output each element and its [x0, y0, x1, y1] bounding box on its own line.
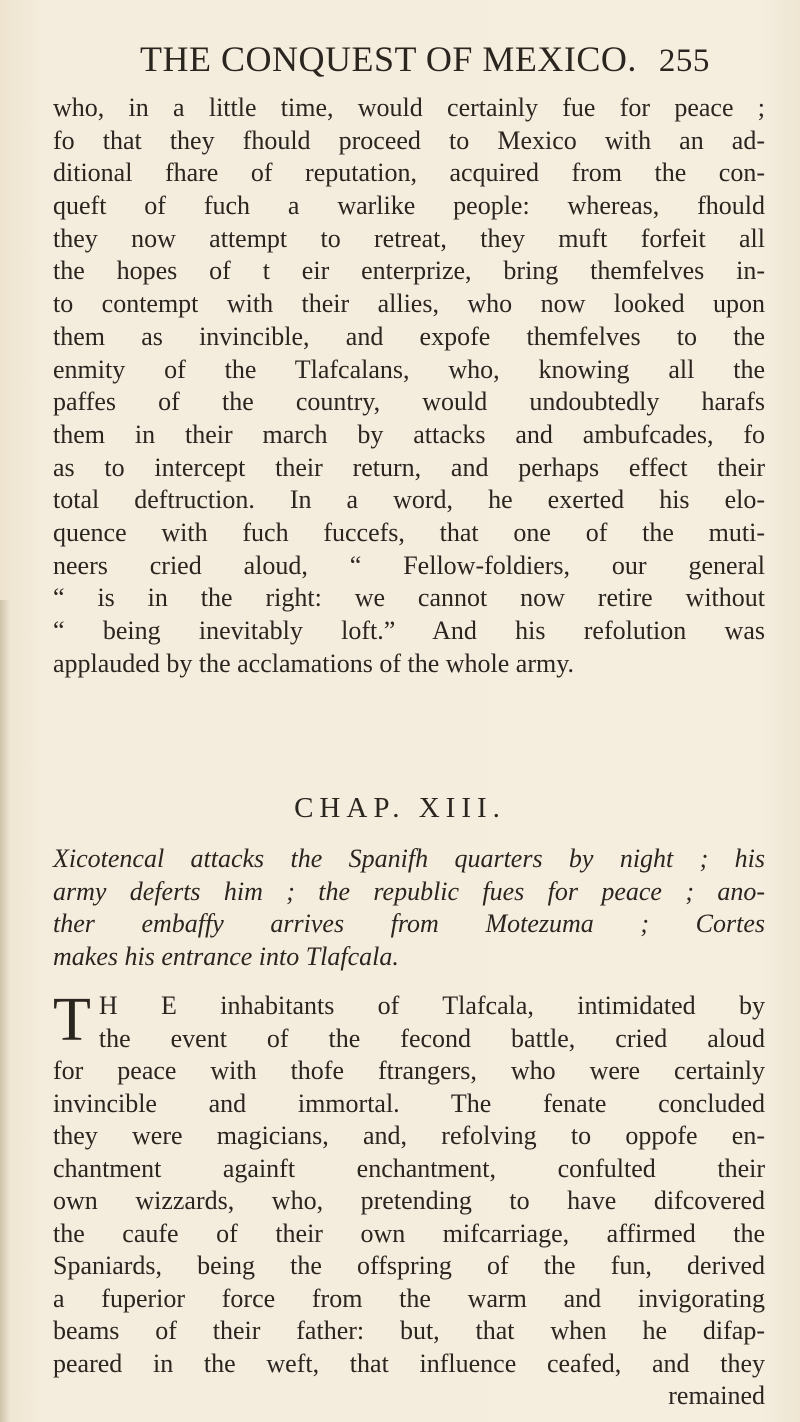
- text-line: ditional fhare of reputation, acquired from the con-: [53, 158, 765, 188]
- text-line: a fuperior force from the warm and invigorating: [53, 1283, 765, 1313]
- text-line: the event of the fecond battle, cried aloud: [98, 1023, 765, 1053]
- summary-line: makes his entrance into Tlafcala.: [53, 942, 399, 972]
- paragraph-continuation: [53, 92, 765, 680]
- text-line: fo that they fhould proceed to Mexico with an ad-: [53, 125, 765, 155]
- text-line: quence with fuch fuccefs, that one of the muti-: [53, 517, 765, 547]
- text-line: the caufe of their own mifcarriage, affirmed the: [53, 1218, 765, 1248]
- text-line: queft of fuch a warlike people: whereas, fhould: [53, 191, 765, 221]
- summary-line: ther embaffy arrives from Motezuma ; Cortes: [53, 909, 765, 939]
- text-line: them as invincible, and expofe themfelves to the: [53, 321, 765, 351]
- text-line: H E inhabitants of Tlafcala, intimidated by: [98, 991, 765, 1020]
- text-line: “ is in the right: we cannot now retire without: [53, 583, 765, 613]
- text-line: peared in the weft, that influence ceafed, and they: [53, 1348, 765, 1378]
- chapter-summary: [53, 843, 765, 974]
- text-line: for peace with thofe ftrangers, who were certainly: [53, 1056, 765, 1085]
- text-line: enmity of the Tlafcalans, who, knowing all the: [53, 354, 765, 384]
- text-line: as to intercept their return, and perhaps effect their: [53, 452, 765, 482]
- text-line: Spaniards, being the offspring of the fun, derived: [53, 1251, 765, 1280]
- text-line: chantment againft enchantment, confulted their: [53, 1153, 765, 1183]
- text-line: they now attempt to retreat, they muft forfeit all: [53, 223, 765, 253]
- running-header: [140, 38, 780, 80]
- text-line: beams of their father: but, that when he difap-: [53, 1316, 765, 1345]
- text-line: “ being inevitably loft.” And his refolution was: [53, 616, 765, 645]
- text-line: them in their march by attacks and ambufcades, fo: [53, 419, 765, 449]
- binding-shadow: [0, 600, 10, 1422]
- text-line: applauded by the acclamations of the whole army.: [53, 648, 575, 678]
- text-line: who, in a little time, would certainly fue for peace ;: [53, 93, 765, 122]
- summary-line: Xicotencal attacks the Spanifh quarters by night ; his: [53, 844, 765, 873]
- text-line: own wizzards, who, pretending to have difcovered: [53, 1186, 765, 1215]
- text-line: to contempt with their allies, who now looked upon: [53, 289, 765, 319]
- text-line: invincible and immortal. The fenate concluded: [53, 1088, 765, 1118]
- chapter-opening-paragraph: [53, 986, 765, 1413]
- page-number: 255: [658, 43, 710, 79]
- text-line: paffes of the country, would undoubtedly harafs: [53, 387, 765, 417]
- header-title: THE CONQUEST OF MEXICO.: [140, 39, 637, 79]
- text-line: they were magicians, and, refolving to oppofe en-: [53, 1121, 765, 1150]
- text-line: neers cried aloud, “ Fellow-foldiers, our general: [53, 550, 765, 580]
- drop-cap: T: [53, 986, 91, 1054]
- text-line: total deftruction. In a word, he exerted his elo-: [53, 485, 765, 515]
- summary-line: army deferts him ; the republic fues for peace ; ano-: [53, 876, 765, 906]
- chapter-heading: CHAP. XIII.: [294, 792, 506, 824]
- catchword: remained: [668, 1381, 765, 1410]
- text-line: the hopes of t eir enterprize, bring themfelves in-: [53, 256, 765, 286]
